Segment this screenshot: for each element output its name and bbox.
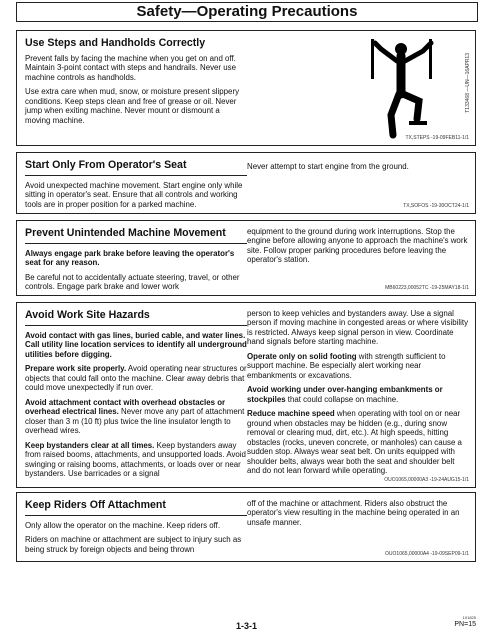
hazards-prepare-paragraph [25,364,247,392]
seat-paragraph-right: Never attempt to start engine from the ground. [247,162,409,171]
seat-heading: Start Only From Operator's Seat [25,159,247,176]
hazards-speed-paragraph [247,409,469,475]
hazards-speed-lead: Reduce machine speed [247,409,335,419]
hazards-embankment-lead: Avoid working under over-hanging embankments or stockpiles [247,385,443,404]
movement-right-column [247,227,469,270]
riders-heading: Keep Riders Off Attachment [25,499,247,516]
hazards-utilities-paragraph: Avoid contact with gas lines, buried cable, and water lines. Call utility line location services to identify all underground utilities before digging. [25,331,247,359]
hazards-overhead-text: Never move any part of attachment closer than 3 m (10 ft) plus twice the line insulator length to overhead wires. [25,407,245,436]
seat-reference: TX,SOFOS -19-30OCT24-1/1 [403,203,469,209]
hazards-heading: Avoid Work Site Hazards [25,309,247,326]
movement-bold-paragraph: Always engage park brake before leaving the operator's seat for any reason. [25,249,235,268]
person-on-steps-icon [361,39,451,139]
steps-paragraph-1: Prevent falls by facing the machine when you get on and off. Maintain 3-point contact with steps and handrails. Never use machine controls as handholds. [25,54,236,82]
steps-reference: TX,STEPS -19-09FEB11-1/1 [405,135,469,141]
movement-heading: Prevent Unintended Machine Movement [25,227,247,244]
hazards-bystanders-lead: Keep bystanders clear at all times. [25,440,155,450]
seat-left-column [25,159,247,214]
section-movement [16,220,476,296]
riders-paragraph-1: Only allow the operator on the machine. Keep riders off. [25,521,221,530]
page-number: 1-3-1 [235,621,257,631]
riders-paragraph-right: off of the machine or attachment. Riders also obstruct the operator's view resulting in the machine being operated in an unsafe manner. [247,499,460,527]
movement-left-column [25,227,247,297]
riders-right-column [247,499,469,532]
page-title: Safety—Operating Precautions [16,2,478,22]
hazards-right-column [247,309,469,481]
section-hazards [16,302,476,488]
hazards-speed-text: when operating with tool on or near ground when obstacles may be hidden (e.g., during snow removal or clearing mud, dirt, etc.). At high speeds, hitting obstacles (rocks, uneven concrete, or manholes) can cause a sudden stop. Always wear seat belt. On units equipped with shoulder belts, always wear both the seat and shoulder belt and do not lean forward while operating. [247,409,462,476]
hazards-bystanders-text: Keep bystanders away from raised booms, attachments, and unsupported loads. Avoid swinging or raising booms, attachments, or loads over or near bystanders. Use barricades or a signal [25,440,246,479]
hazards-footing-paragraph [247,352,469,380]
hazards-embankment-text: that could collapse on machine. [285,394,399,404]
hazards-footing-lead: Operate only on solid footing [247,351,357,361]
movement-reference: MB60223,00052TC -19-25MAY18-1/1 [385,285,469,291]
section-seat [16,152,476,214]
footer-pn: PN=15 [454,620,476,628]
seat-paragraph-left: Avoid unexpected machine movement. Start engine only while sitting in operator's seat. Ensure that all controls and working tools are in proper position for a parked machine. [25,181,243,209]
hazards-prepare-lead: Prepare work site properly. [25,364,127,374]
section-riders [16,492,476,562]
footer-right [454,616,476,629]
hazards-bystanders-paragraph [25,441,247,479]
movement-paragraph-left: Be careful not to accidentally actuate steering, travel, or other controls. Engage park brake and lower work [25,272,240,292]
hazards-embankment-paragraph [247,385,469,404]
hazards-overhead-paragraph [25,398,247,436]
footer-small-code: 101825 [462,615,476,620]
steps-paragraph-2: Use extra care when mud, snow, or moisture present slippery conditions. Keep steps clean and free of grease or oil. Never jump when exiting machine. Never mount or dismount a moving machine. [25,87,240,125]
seat-right-column [247,159,469,176]
steps-column [25,37,245,130]
hazards-prepare-text: Avoid operating near structures or objects that could fall onto the machine. Clear away debris that could move unexpectedly if run over. [25,364,247,393]
hazards-overhead-lead: Avoid attachment contact with overhead obstacles or overhead electrical lines. [25,397,226,417]
hazards-reference: OUO1065,00000A3 -19-24AUG15-1/1 [384,477,469,483]
riders-paragraph-2: Riders on machine or attachment are subject to injury such as being struck by foreign objects and being thrown [25,535,242,554]
steps-heading: Use Steps and Handholds Correctly [25,37,206,49]
figure-code: T133468 —UN—16APR13 [465,53,471,113]
hazards-footing-text: with strength sufficient to support machine. Be especially alert working near embankments or excavations. [247,351,446,380]
hazards-left-column [25,309,247,484]
hazards-signal-paragraph: person to keep vehicles and bystanders away. Use a signal person if moving machine in congested areas or where visibility is restricted. Always keep signal person in view. Coordinate hand signals before starting machine. [247,309,469,347]
riders-left-column [25,499,247,559]
riders-reference: OUO1065,00000A4 -19-09SEP09-1/1 [385,551,469,557]
section-steps [16,30,476,146]
movement-paragraph-right: equipment to the ground during work interruptions. Stop the engine before allowing anyone to approach the machine's work site. Follow proper parking procedures before leaving the operator's station. [247,227,468,265]
